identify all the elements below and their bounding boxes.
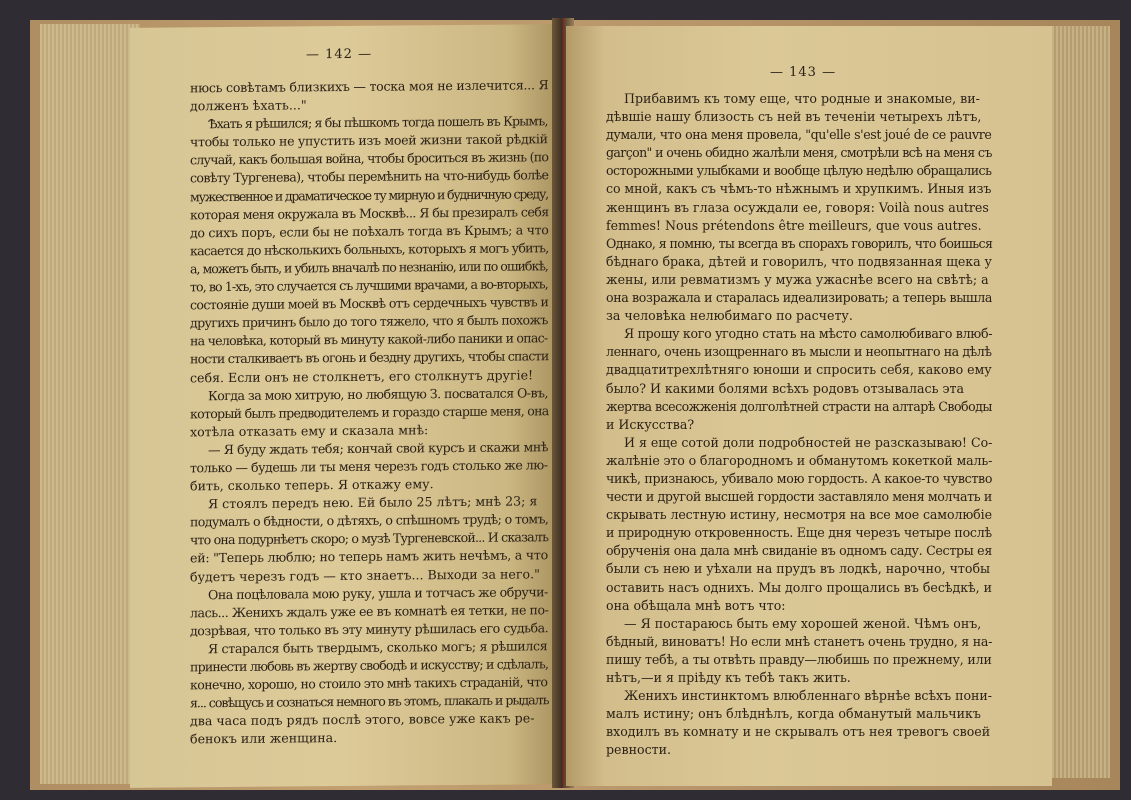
text-line: бенокъ или женщина. (190, 730, 338, 747)
text-line: Прибавимъ къ тому еще, что родные и знакомые, ви- (624, 91, 980, 106)
text-line: входилъ въ комнату и не скрывалъ отъ нея тревогъ своей (606, 724, 991, 740)
text-line: то, во 1-хъ, это случается съ лучшими врачами, а во-вторыхъ, (190, 276, 548, 295)
text-line: Она поцѣловала мою руку, ушла и тотчасъ же обручи- (208, 583, 548, 602)
text-line: — Я постараюсь быть ему хорошей женой. Чѣмъ онъ, (624, 615, 982, 631)
text-line: ности сталкиваетъ въ огонь и бездну другихъ, чтобы спасти (190, 348, 549, 367)
text-line: нюсь совѣтамъ близкихъ — тоска моя не излечится... Я (190, 77, 549, 96)
text-line: только — будешь ли ты меня черезъ годъ столько же лю- (190, 457, 548, 476)
text-line: думали, что она меня провела, "qu'elle s'est joué de ce pauvre (606, 127, 992, 143)
text-line: состояніе души моей въ Москвѣ отъ сердечныхъ чувствъ и (190, 294, 549, 313)
text-line: Однако, я помню, ты всегда въ спорахъ говорилъ, что боишься (606, 235, 993, 251)
text-line: со мной, какъ съ чѣмъ-то нѣжнымъ и хрупкимъ. Иныя изъ (606, 181, 992, 197)
text-line: который былъ предводителемъ и гораздо старше меня, она (190, 402, 549, 422)
text-line: осторожными улыбками и вообще цѣлую недѣлю обращались (606, 163, 992, 179)
text-line: а, можетъ быть, и убилъ вначалѣ по незнанію, или по ошибкѣ, (190, 258, 548, 277)
left-page-text (190, 76, 548, 749)
text-line: она обѣщала мнѣ вотъ что: (606, 597, 786, 613)
text-line: бѣднаго брака, дѣтей и говорилъ, что подвязанная щека у (606, 253, 992, 269)
text-line: скрывать лестную истину, несмотря на все мое самолюбіе (606, 507, 992, 523)
text-line: мужественное и драматическое ту мирную и будничную среду, (190, 185, 548, 204)
text-line: случай, какъ большая война, чтобы броситься въ жизнь (по (190, 149, 549, 168)
text-line: которая меня окружала въ Москвѣ... Я бы презиралъ себя (190, 203, 549, 223)
text-line: подумалъ о бѣдности, о дѣтяхъ, о спѣшномъ трудѣ; о томъ, (190, 511, 549, 530)
text-line: женщинъ въ глаза осуждали ее, говоря: Voilà nous autres (606, 199, 989, 215)
text-line: она возражала и старалась идеализировать; а теперь вышла (606, 290, 993, 306)
text-line: нѣтъ,—и я пріѣду къ тебѣ такъ жить. (606, 670, 851, 685)
text-line: жены, или ревматизмъ у мужа ужаснѣе всего на свѣтѣ; а (606, 271, 989, 287)
text-line: garçon" и очень обидно жалѣли меня, смотрѣли всѣ на меня съ (606, 145, 992, 161)
text-line: другихъ причинъ было до того тяжело, что я былъ похожъ (190, 312, 548, 331)
text-line: Я старался быть твердымъ, сколько могъ; я рѣшился (208, 638, 548, 657)
left-page-number: — 142 — (306, 46, 373, 63)
text-line: жертва всесожженія долголѣтней страсти на алтарѣ Свободы (606, 398, 992, 414)
text-line: обрученія она дала мнѣ свиданіе въ одномъ саду. Сестры ея (606, 543, 992, 559)
text-line: бить, сколько теперь. Я откажу ему. (190, 476, 434, 494)
text-line: на человѣка, который въ минуту какой-либо паники и опас- (190, 330, 548, 349)
text-line: чтобы только не упустить изъ моей жизни такой рѣдкій (190, 131, 548, 150)
text-line: пишу тебѣ, а ты отвѣть правду—любишь по прежнему, или (606, 651, 992, 667)
text-line: Когда за мою хитрую, но любящую З. посватался О-въ, (208, 384, 548, 403)
text-line: оставить насъ однихъ. Мы долго прощались въ бесѣдкѣ, и (606, 579, 992, 595)
text-line: ревности. (606, 742, 671, 758)
text-line: бѣдный, виноватъ! Но если мнѣ станетъ очень трудно, я на- (606, 633, 993, 649)
text-line: себя. Если онъ не столкнетъ, его столкнутъ другіе! (190, 366, 534, 385)
text-line: femmes! Nous prétendons être meilleurs, que vous autres. (606, 217, 982, 233)
text-line: будетъ черезъ годъ — кто знаетъ... Выходи за него." (190, 565, 540, 584)
text-line: чести и другой высшей гордости заставляло меня молчать и (606, 489, 992, 505)
right-page (566, 26, 1052, 786)
text-line: до сихъ поръ, если бы не поѣхалъ тогда въ Крымъ; а что (190, 221, 549, 241)
text-line: ей: "Теперь люблю; но теперь намъ жить нечѣмъ, а что (190, 547, 548, 566)
text-line: за человѣка нелюбимаго по расчету. (606, 308, 853, 324)
text-line: леннаго, очень изощреннаго въ мысли и неопытнаго на дѣлѣ (606, 344, 992, 360)
text-line: Я прошу кого угодно стать на мѣсто самолюбиваго влюб- (624, 326, 993, 342)
right-page-text (606, 90, 992, 759)
text-line: Я стоялъ передъ нею. Ей было 25 лѣтъ; мнѣ 23; я (208, 493, 538, 512)
right-page-number: — 143 — (770, 65, 837, 80)
text-line: принести любовь въ жертву свободѣ и искусству; и сдѣлалъ, (190, 656, 549, 675)
text-line: И я еще сотой доли подробностей не разсказываю! Со- (624, 434, 993, 450)
left-page (130, 24, 560, 788)
text-line: хотѣла отказать ему и сказала мнѣ: (190, 422, 429, 440)
text-line: дозрѣвая, что только въ эту минуту рѣшилась его судьба. (190, 620, 549, 639)
text-line: малъ истину; онъ блѣднѣлъ, когда обманутый мальчикъ (606, 706, 981, 722)
text-line: — Я буду ждать тебя; кончай свой курсъ и скажи мнѣ (208, 439, 549, 458)
text-line: касается до нѣсколькихъ больныхъ, которыхъ я могъ убить, (190, 240, 549, 259)
text-line: были съ нею и уѣхали на прудъ въ лодкѣ, нарочно, чтобы (606, 561, 991, 577)
text-line: что она подурнѣетъ скоро; о музѣ Тургеневской... И сказалъ (190, 529, 549, 548)
text-line: я... совѣщусь и сознаться немного въ этомъ, плакалъ и рыдалъ (190, 692, 549, 711)
left-page-edges (40, 24, 140, 784)
text-line: и природную откровенность. Еще дня черезъ четыре послѣ (606, 525, 992, 541)
text-line: чикѣ, признаюсь, убивало мою гордость. А какое-то чувство (606, 470, 993, 486)
text-line: Ѣхать я рѣшился; я бы пѣшкомъ тогда пошелъ въ Крымъ, (208, 113, 548, 132)
text-line: Женихъ инстинктомъ влюбленнаго вѣрнѣе всѣхъ пони- (624, 688, 992, 704)
text-line: двадцатитрехлѣтняго юноши и спросить себя, каково ему (606, 362, 992, 378)
text-line: и Искусства? (606, 416, 695, 432)
text-line: два часа подъ рядъ послѣ этого, вовсе уже какъ ре- (190, 710, 535, 729)
text-line: было? И какими болями всѣхъ родовъ отзывалась эта (606, 380, 964, 396)
text-line: дѣвшіе нашу близость съ ней въ теченіи четырехъ лѣтъ, (606, 109, 982, 125)
text-line: лась... Женихъ ждалъ уже ее въ комнатѣ ея тетки, не по- (190, 601, 549, 621)
text-line: долженъ ѣхать..." (190, 97, 307, 114)
text-line: жалѣніе это о благородномъ и обманутомъ кокеткой маль- (606, 452, 993, 468)
text-line: совѣту Тургенева), чтобы перемѣнить на что-нибудь болѣе (190, 167, 549, 186)
text-line: конечно, хорошо, но стоило это мнѣ такихъ страданій, что (190, 674, 548, 693)
